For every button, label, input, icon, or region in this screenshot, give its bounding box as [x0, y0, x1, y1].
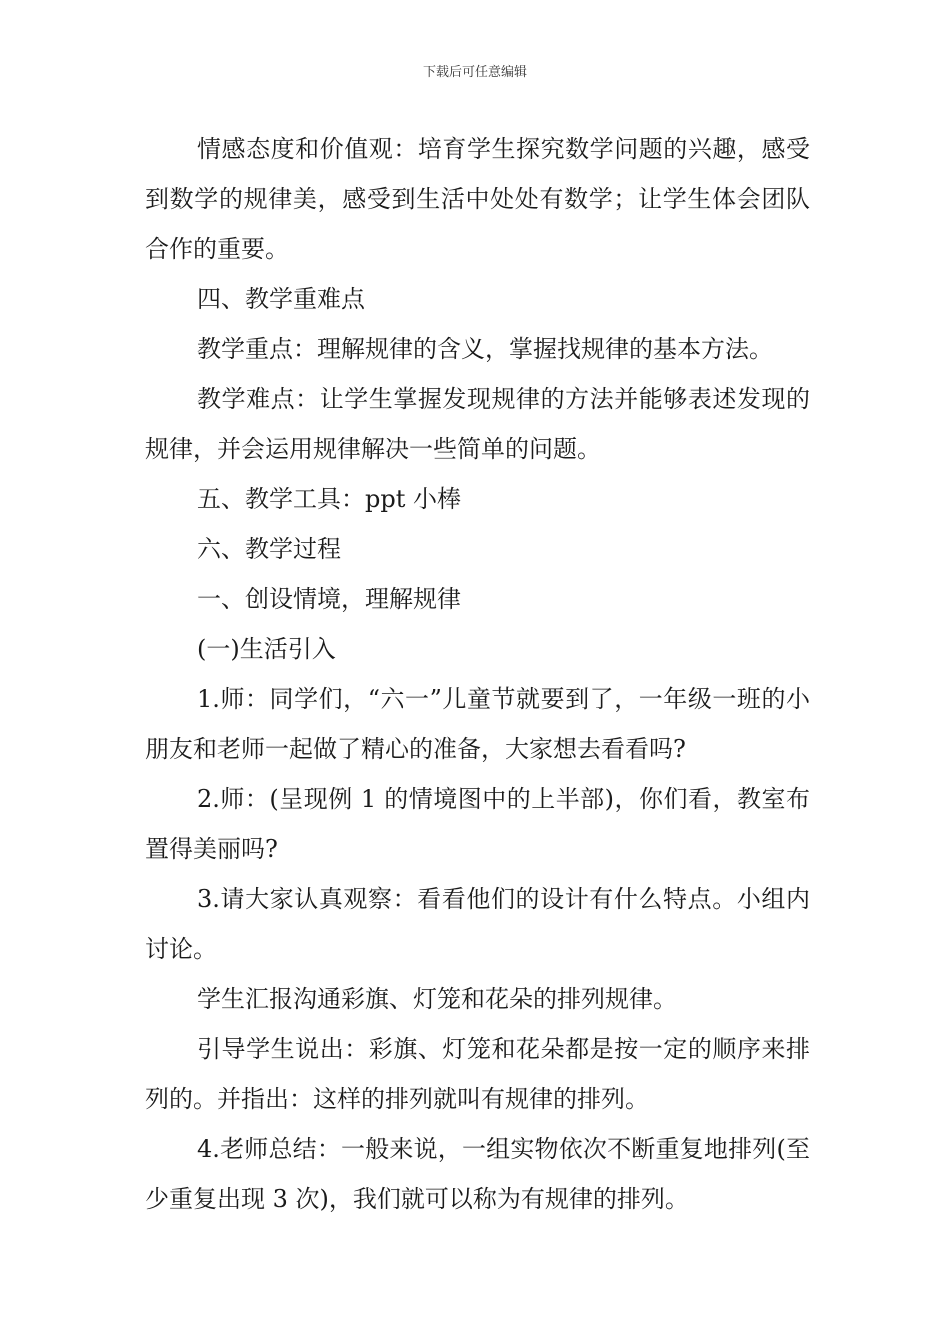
paragraph-step-4: 4.老师总结：一般来说，一组实物依次不断重复地排列(至少重复出现 3 次)，我们就可以称为有规律的排列。	[145, 1135, 810, 1213]
paragraph-guide-students: 引导学生说出：彩旗、灯笼和花朵都是按一定的顺序来排列的。并指出：这样的排列就叫有规律的排列。	[145, 1035, 810, 1113]
paragraph-step-2: 2.师：(呈现例 1 的情境图中的上半部)，你们看，教室布置得美丽吗?	[145, 785, 810, 863]
paragraph-step-3: 3.请大家认真观察：看看他们的设计有什么特点。小组内讨论。	[145, 885, 810, 963]
heading-create-situation: 一、创设情境，理解规律	[197, 585, 461, 613]
document-body	[145, 124, 810, 1224]
heading-life-introduction: (一)生活引入	[197, 635, 336, 663]
paragraph-emotional-goals: 情感态度和价值观：培育学生探究数学问题的兴趣，感受到数学的规律美，感受到生活中处处有数学；让学生体会团队合作的重要。	[145, 135, 810, 263]
paragraph-student-report: 学生汇报沟通彩旗、灯笼和花朵的排列规律。	[197, 985, 677, 1013]
paragraph-teaching-difficulty: 教学难点：让学生掌握发现规律的方法并能够表述发现的规律，并会运用规律解决一些简单的问题。	[145, 385, 810, 463]
page-header-note: 下载后可任意编辑	[422, 65, 527, 80]
heading-teaching-process: 六、教学过程	[197, 535, 341, 563]
heading-key-difficult-points: 四、教学重难点	[197, 285, 365, 313]
paragraph-teaching-focus: 教学重点：理解规律的含义，掌握找规律的基本方法。	[197, 335, 773, 363]
paragraph-step-1: 1.师：同学们，“六一”儿童节就要到了，一年级一班的小朋友和老师一起做了精心的准备，大家想去看看吗?	[145, 685, 810, 763]
heading-teaching-tools: 五、教学工具：ppt 小棒	[197, 485, 461, 513]
